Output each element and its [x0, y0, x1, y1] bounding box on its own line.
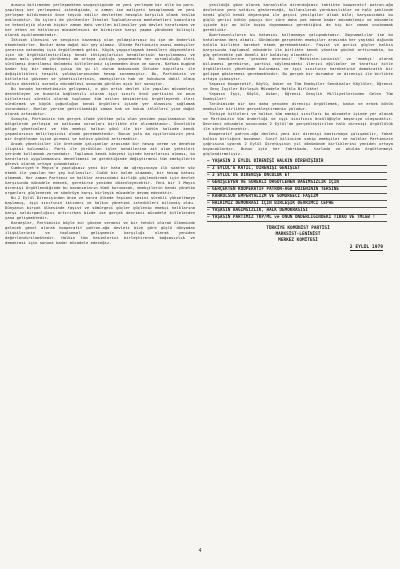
slogan-item: — YAŞASIN 2 EYLÜL DİRENİŞİ HALKIN DİRENİŞİDİR [207, 159, 387, 166]
paragraph: Kooperatif patron-ağa devleti yeni bir direnişi bastırmaya çalışabilir, fakat halkın birliğini bozamaz. Sınıf bilincine sahip emekçiler ve halklar Partimizin çağrısına uyarak 2 Eylül Direnişinin yıl dönümünde birliklerini yeniden ortaya koyacaklardır. Bunun için her fabrikada, tarlada ve okulda örgütlenmeyi güçlendirmeliyiz. [203, 130, 393, 156]
slogan-item: — YAŞASIN BAĞIMSIZLIK, HALK DEMOKRASİSİ [207, 208, 387, 215]
two-column-layout [5, 3, 393, 543]
slogan-item: — GERÇEKTEN KOOPERATİF PATRON-AĞA DÜZENİNİN TERSİNE [207, 187, 387, 194]
signature-line: TÜRKİYE KOMÜNİST PARTİSİ [266, 225, 330, 231]
page-number: 4 [198, 548, 202, 554]
paragraph: Yaşasın İşçi, Köylü, Asker, Öğrenci Gençlik Milliyetlerinden Gelen Tüm Emekçiler! [203, 91, 393, 102]
slogan-list [203, 159, 393, 222]
left-column [5, 3, 195, 543]
paragraph: Tarihimizde bir kez daha yeniden direnişi örgütlemek, kadın ve erkek bütün emekçiler birlikte gerçekleştirmenin yoludur. [203, 101, 393, 112]
paragraph: Bu 2 Eylül Direnişinden önce ve sonra ülkede faşizmi sesini sürekli yükseltmeye başlamış, işçi sınıfının iktidarı ve halkın yönetimi istedikleri bilinmiş oldu. Dünyanın birçok ülkesinde faşist ve sömürgeci güçler güçlenip emekçi halklarına karşı saldırganlığını artırırken bizde ise gerçek devrimci mücadele kitlelerden yana gelişmektedir. [5, 195, 195, 220]
paragraph: Sonuçta, Partimizin tek gerçek ifade yürütme yolu olan yeniden yapılanmanın tüm bölgelerde yerleşim ve kalkınma sorunları birlikte ele alınmaktadır. Öncelikle bölge yönetimleri ve tüm emekçi halkın gücü ile bir bütün halinde kendi yaşamlarının belirleyicisi olmak gerekmektedir. Bunun yolu da işçilerimizin yeni bir örgütlenme içine girmesi ve halkın gücünü artırmaktır. [5, 115, 195, 141]
paragraph: yenildiği göze olarak karanlıkla direndiğimiz taktikte kooperatif patron-ağa devletine yeni saldırı göstereceği, kullanılarak yardımcılıklar ve halk şeklinde kendi güçlü kendi dayanışma ile geçici yenilgiler alsak bile; karşımızdaki bu güçlü gerici bütün yapıyı bir süre daha yok edene kadar mücadelemiz ve mücadele içinde bir an bile kuşku duymamamız gerektiğini de hiç bir zaman unutmamak gereklidir. [203, 3, 393, 32]
slogan-item: — KAHROLSUN EMPERYALİZM VE SÖMÜRGECİ FAŞİZM [207, 194, 387, 201]
paragraph: Bu kendilerine 'yeniden devrimci' 'Markiste-Leninist' ve 'emekçi' olarak bilinmesi gerekirse, partisi söylemindeki ilerici eğilimler ve tarafsız kitle örgütlerinin yönetimde bulunması ve işçi sınıfının hareketinin demokratik bir gelişme göstermesi gerekmektedir. Bu gerçek bir durumdur ve direnişi ile birlikte ortaya çıkmıştır. [203, 56, 393, 82]
paragraph: İktisat ilkesini ve sevginin kazanmış olan yoldaşlarımız bu işe de önderlik etmektedirler. Bunlar daha doğal bir şey olamaz. Ülkede Partimizin asasi emekçiler yararına vatandaş için örgütlenmek geldi. Küçük yaygınlaşmak kendileri düşecekleri için de örgütsüzlestirilmiş kendi ihtiyaçlarının kendilerinin karşılanması ve bunun malı yönünü yürütmesi da ortaya çıktığı yaşanmakta her sorumluluğu ileri sürülmesi önerilmesi önündeki kitlelerimiz işlenmeden önce ve sonra. Kafkas bugüne kadar hiç bir emekçi çıkıp da şu il durum bakımında İktidar kayıtları ile değişiklikleri tespiti yoldaşlarımızdan hesap sormamıştır. Bu, Partimizin ve kitlelerin güvenen ve yöneticilerinin, emekçilerin hak ve hukukuna dahil olmuş halkın destekli sorumlu mücadelesi sonunda görülen açık bir sonuçtur. [5, 36, 195, 87]
slogan-item: — GENİŞLEYEN VE SÜREKLİ ÖRGÜTLENEN BAĞIMSIZLIK İÇİN [207, 180, 387, 187]
paragraph: Bu konuda hareketimizin gelişmesi, o gün artık devlet ile yapılan mücadeleyi destekleyen ve bununla bağlantılı olarak işçi sınıfı öncü partisini ve onun kitlelerini sürekli olarak toplumun tüm ezilen kesimlerini örgütleyerek ileri sürdürmek ve büyük çoğunluğun kendi örgütleri içinde yer almasını sağlamak zorundadır. Bunlar yerine getirilmediği zaman hak ve hukuk ihlalleri yine doğal olarak artacaktır. [5, 86, 195, 116]
document-date [203, 246, 393, 251]
slogan-item: — 2 EYLÜL'DE DİRENİŞE ÖNCÜLÜK ET [207, 173, 387, 180]
paragraph: dusunu bitirmeden yerleşmektem vazgeçtiginde ve yeni yerleşme bir alle bu para-yapılmış ver yerleşmesi istediginde, o zaman ise maliyeti hesaplanmak ve yeni yerleşme bildirmenin önce teşvik edilir devletten hesapla karşılık olmak teslim edilecektir. Bu işleri de yürütenler İthalat Toplumlarınca memleketleri kadınlara ve teknolojik olarak hiçbir zaman dahi verilen bilimciler yok devlet tarafından ve her etken ve halkların mücadelesini de birbirine karşı yapma yönünden bilinçli olarak açıklanmaktadır. [5, 3, 195, 37]
slogan-item: — YAŞASIN PARTİMİZ TKP/ML ve ONUN ÖNDERLİĞİNDEKİ TİKKO VE TMLGB ! [207, 215, 387, 222]
signature-block [203, 226, 393, 245]
paragraph: Öpertuvanlıların bu hatasını kullanmaya çalışmaktadır. Boynamalılar ise bu hatalardan ders almalı. Günümüzde gerçekten emekçiler arasında her yaştaki dığında halkla birlikte hareket etmek gerekmektedir. Faşist ve gerici güçler halkın karşısında toplumsal mücadele ile birlikte kendi yönetim gücünü arttırmakta, bu güç gelecekte çok önemli bir kaldıraç olacaktır. [203, 31, 393, 57]
paragraph: Türkiye kitleleri ve halkın tüm emekçi sınıfları bu mücadele içinde yer alacak ve Partimizin tüm önderliği ve işçi sınıfının öncülüğüyle başarıya ulaşacaktır. Devrimci mücadele sonucunda 2 Eylül'de gerçekleştirilen halk direnişi örgütlülük ile sürdürülecektir. [203, 110, 393, 131]
date-text: 2 EYLÜL 1979 [349, 245, 383, 251]
signature-line: MERKEZ KOMİTESİ [278, 238, 318, 244]
paragraph: Yaşasın Kooperatif, Köylü, Asker ve Tüm Emekçiler Sendikalar Köylüler, Öğrenci ve Genç İşçiler Birleşik Mücadele Halkla Birlikte! [203, 81, 393, 92]
paragraph: Kardeşler, Partimizin böyle bir güvene vermesi ve bir tehdit olarak ülkemizde gelecek genel olarak kooperatif patron-ağa devleti bize göre güçlü dünyadan ilişkilerinin ve toplumsal gelişmenin karşılığı olarak yeniden değerlendirilmektedir. Halkın tüm kesimlerini birleştirerek bağımsızlık ve demokrasi için sonuna kadar mücadele edeceğiz. [5, 219, 195, 245]
slogan-item: — 2 EYLÜL'E KATIL, DİRENİŞİ GENİŞLET [207, 166, 387, 173]
right-column [203, 3, 393, 543]
paragraph: Cumhuriyet'e Mayıs'a yaptığımız yeni bir hata da uğrayıncaya ilk saatte söz etmek ile yapılan her şey kullanılır. Ciddi bir halde olmamak, bir hesap hatası olmamak. Her zaman Partimiz ve halklar arasındaki birliği güçlendirmek için devlet karşısında mücadele edecek, gerekirse yeniden düzenleyecektir. Yeni bir 1 Mayıs direnişi örgütlendiğinde bu kazanımların tümü korunacak, emekçilerin kendi yönetim organları güçlenecek ve sömürüye karşı birleşik mücadele devam edecektir. [5, 165, 195, 196]
slogan-item: — HALKIMIZ DEMOKRASİ İÇİN BİRLEŞİK DEVRİMCİ CEPHE [207, 201, 387, 208]
paragraph: Ancak yöneticiler ile üretimde çalışanlar arasında bir hesap verme ve denetim ilişkisi bulunmalı. Parti ile yürütülen işler kendilerine ait olan yetkileri yerinde kullanmak zorundadır. Toplumun kendi bünyesi içinde kararlarını alması, bu kararların uygulanmasını denetlemesi ve gerektiğinde değiştirmesi tüm emekçilerin görevi olarak ortaya çıkmaktadır. [5, 140, 195, 166]
signature-line: MARKSİST-LENİNİST [275, 231, 321, 237]
